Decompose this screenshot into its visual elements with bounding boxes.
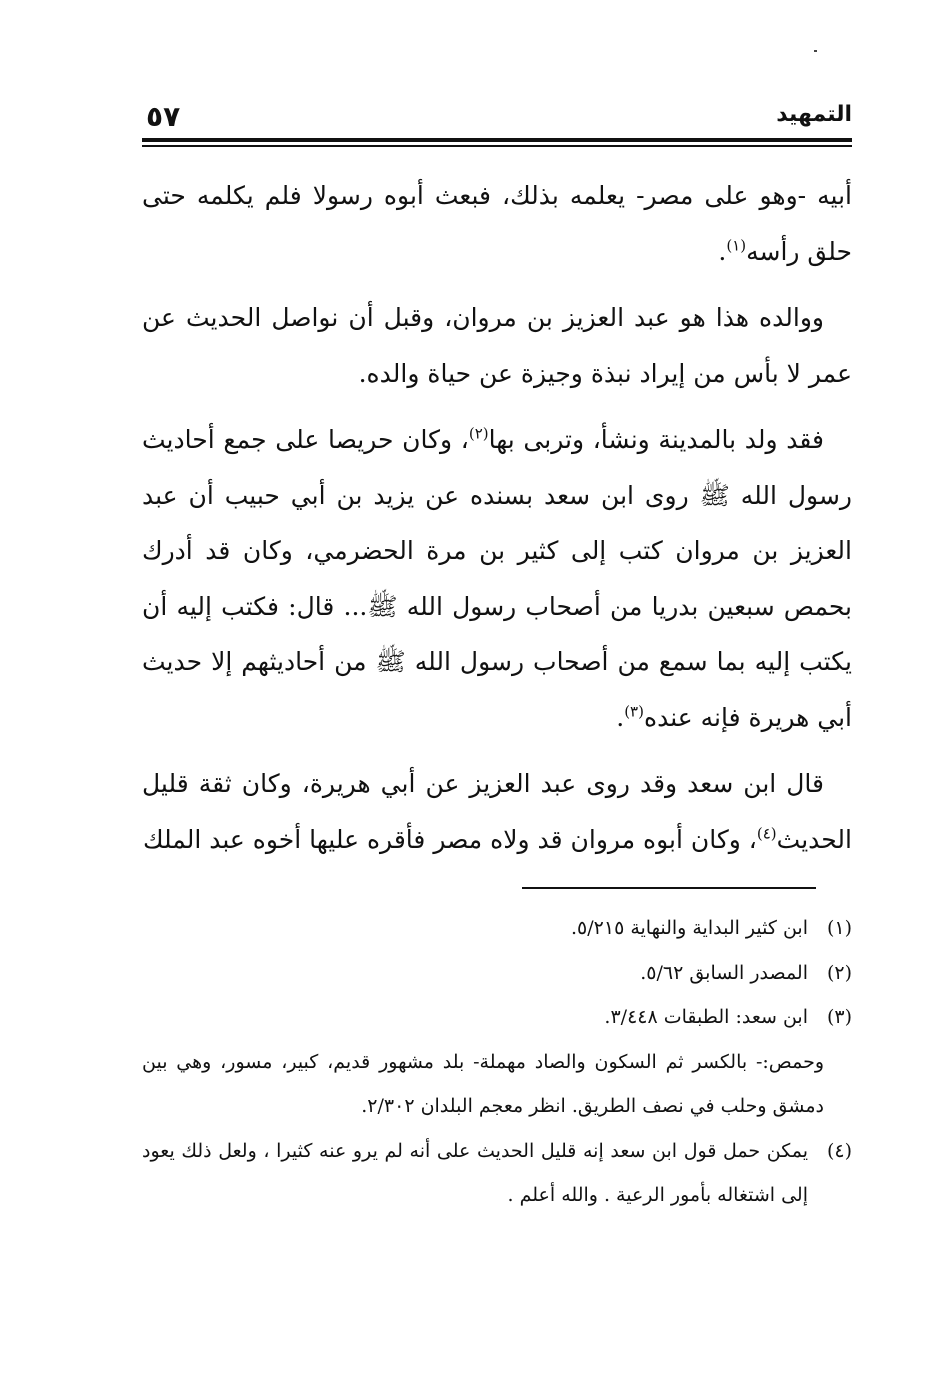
footnote-text: المصدر السابق ٥/٦٢.: [640, 961, 808, 984]
footnote-number: (٣): [826, 1006, 852, 1028]
paragraph-4-part-2: ، وكان أبوه مروان قد ولاه مصر فأقره عليها أخوه عبد الملك: [142, 824, 757, 854]
footnote-number: (٤): [826, 1139, 852, 1162]
footnote-1: [142, 906, 852, 951]
scan-speck: [814, 50, 817, 52]
footnote-text: يمكن حمل قول ابن سعد إنه قليل الحديث على أنه لم يرو عنه كثيرا ، ولعل ذلك يعود إلى اشتغاله بأمور الرعية . والله أعلم .: [142, 1139, 808, 1206]
footnote-ref-4[interactable]: (٤): [756, 824, 777, 843]
footnote-text: ابن سعد: الطبقات ٣/٤٤٨.: [604, 1006, 808, 1028]
header-rule-thick: [142, 138, 852, 142]
footnote-ref-3[interactable]: (٣): [624, 702, 644, 721]
paragraph-4-part-1: قال ابن سعد وقد روى عبد العزيز عن أبي هريرة، وكان ثقة قليل الحديث: [142, 769, 852, 854]
header-rule-thin: [142, 145, 852, 147]
footnote-3-note: وحمص:- بالكسر ثم السكون والصاد مهملة- بلد مشهور قديم، كبير، مسور، وهي بين دمشق وحلب في نصف الطريق. انظر معجم البلدان ٢/٣٠٢.: [142, 1050, 824, 1117]
footnote-2: [142, 951, 852, 996]
paragraph-1-end: .: [718, 236, 727, 266]
paragraph-1-line-2: حلق رأسه: [746, 236, 852, 266]
page-title: التمهيد: [776, 102, 852, 127]
page-number: ٥٧: [146, 100, 181, 133]
paragraph-3: [142, 412, 852, 745]
page-header: [142, 100, 852, 146]
footnote-4: [142, 1129, 852, 1218]
paragraph-3-part-1: فقد ولد بالمدينة ونشأ، وتربى بها: [488, 425, 824, 454]
paragraph-1-line-1: أبيه -وهو على مصر- يعلمه بذلك، فبعث أبوه رسولا فلم يكلمه حتى: [142, 181, 852, 210]
paragraph-1: [142, 168, 852, 279]
main-text: [142, 168, 852, 878]
footnote-number: (٢): [826, 961, 852, 984]
paragraph-2: ووالده هذا هو عبد العزيز بن مروان، وقبل أن نواصل الحديث عن عمر لا بأس من إيراد نبذة وجيزة عن حياة والده.: [142, 303, 852, 388]
footnotes-section: [142, 906, 852, 1218]
footnote-3: [142, 995, 852, 1040]
paragraph-3-end: .: [616, 702, 625, 732]
footnote-number: (١): [826, 917, 852, 939]
footnote-separator: [522, 887, 816, 889]
footnote-ref-2[interactable]: (٢): [468, 424, 489, 443]
footnote-text: ابن كثير البداية والنهاية ٥/٢١٥.: [571, 917, 808, 939]
paragraph-3-part-2: ، وكان حريصا على جمع أحاديث رسول الله ﷺ روى ابن سعد بسنده عن يزيد بن أبي حبيب أن عبد العزيز بن مروان كتب إلى كثير بن مرة الحضرمي، وكان قد أدرك بحمص سبعين بدريا من أصحاب رسول الله ﷺ... قال: فكتب إليه أن يكتب إليه بما سمع من أصحاب رسول الله ﷺ من أحاديثهم إلا حديث أبي هريرة فإنه عنده: [142, 425, 852, 732]
paragraph-4: [142, 756, 852, 867]
footnote-ref-1[interactable]: (١): [726, 236, 747, 255]
